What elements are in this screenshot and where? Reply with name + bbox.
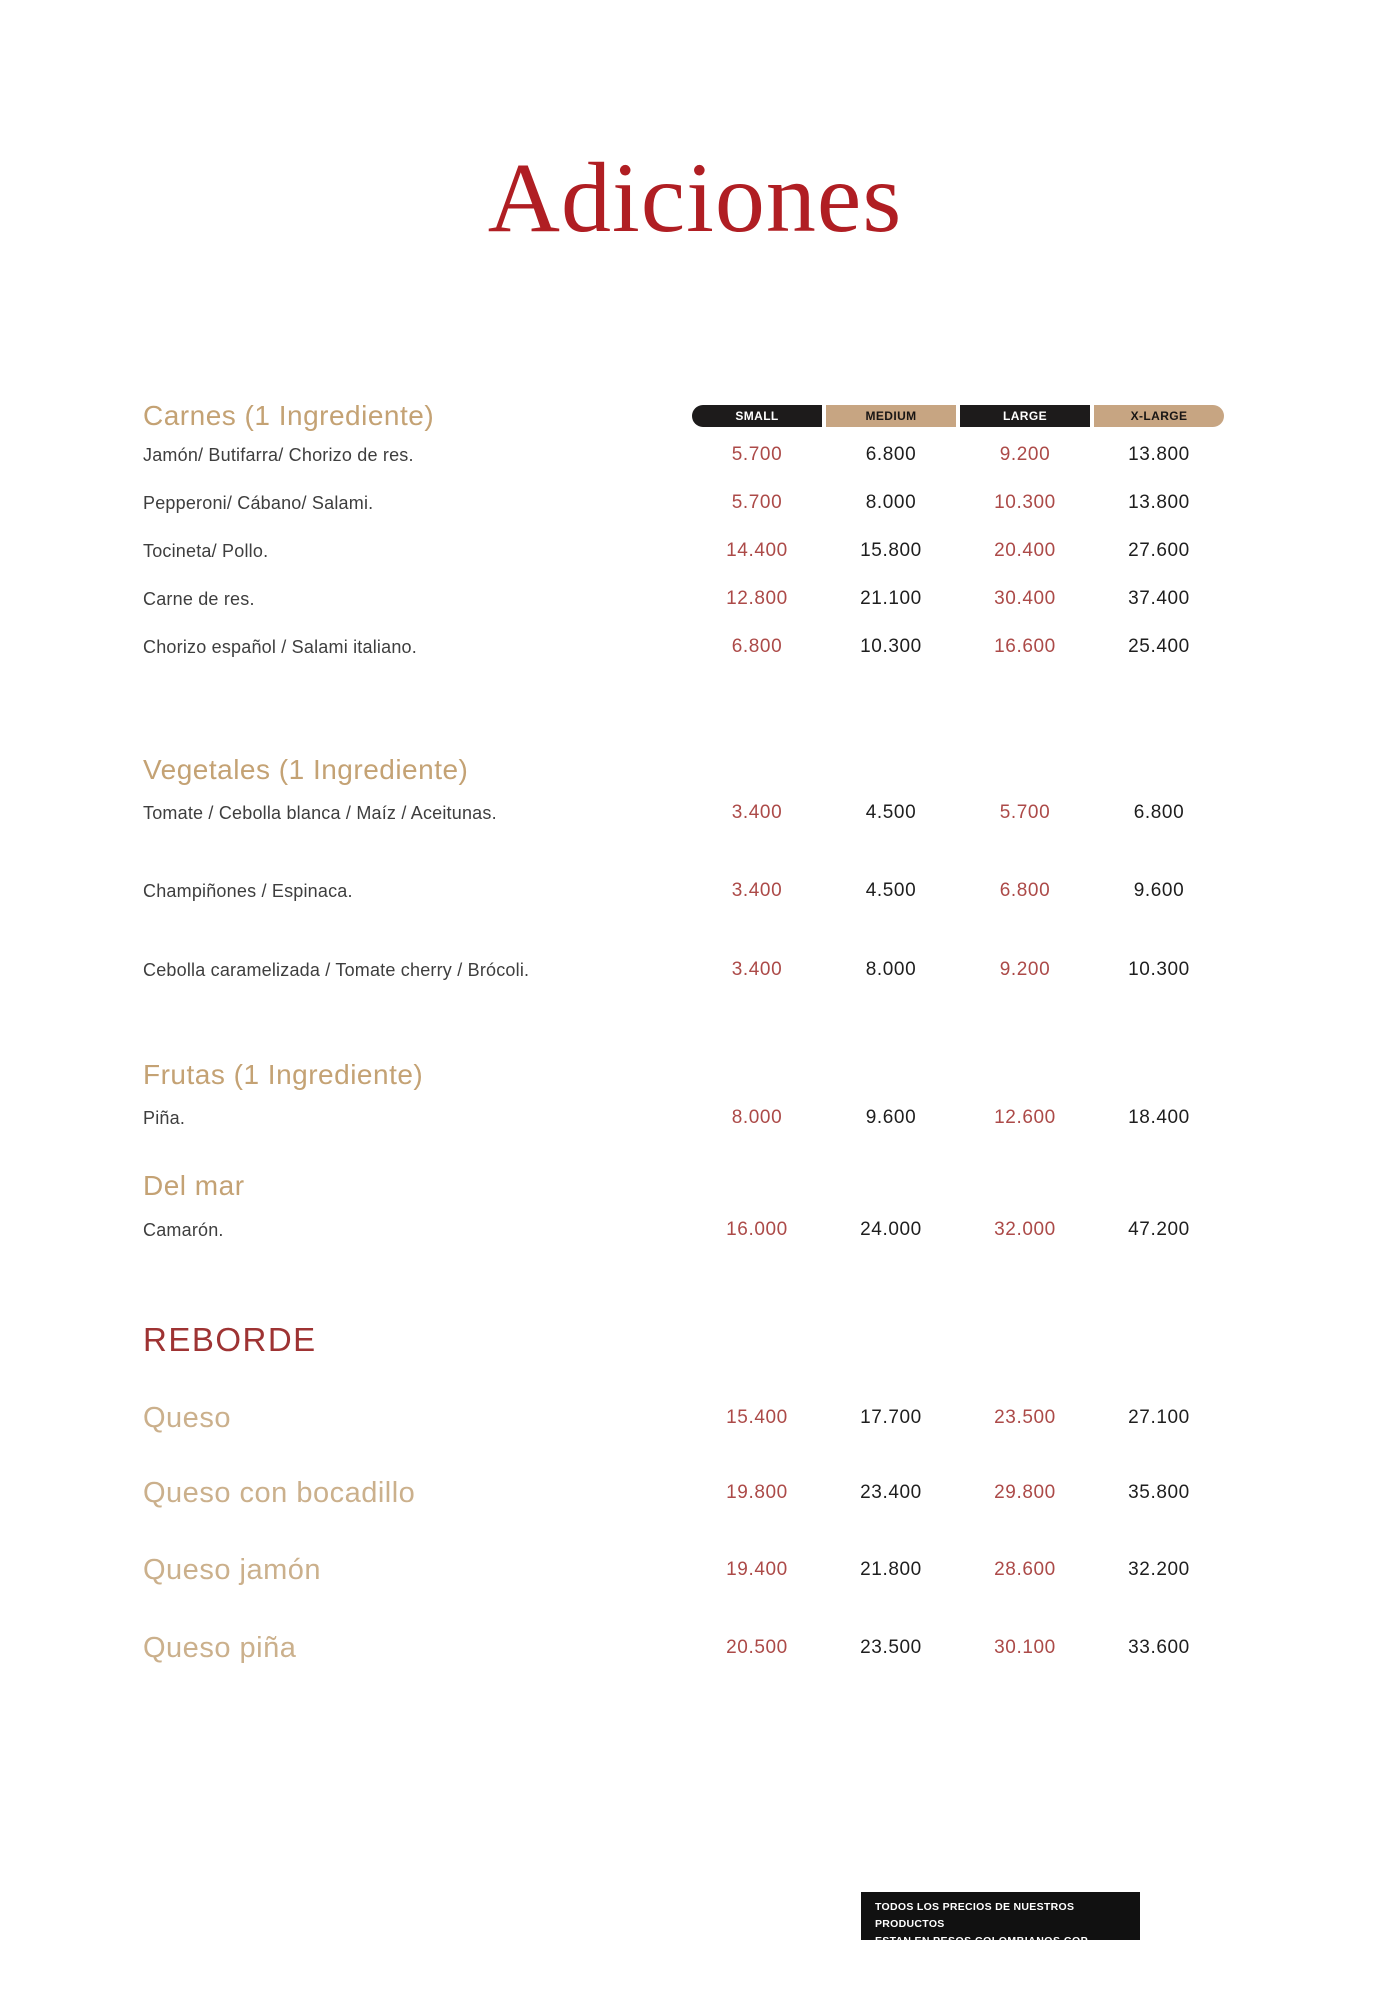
price-xlarge: 27.100 [1128, 1407, 1190, 1428]
price-large: 12.600 [994, 1107, 1056, 1128]
item-name: Camarón. [143, 1219, 224, 1240]
section-heading-reborde: REBORDE [143, 1321, 317, 1358]
price-xlarge: 13.800 [1128, 492, 1190, 513]
price-xlarge: 6.800 [1133, 802, 1185, 823]
price-medium: 4.500 [865, 880, 917, 901]
price-small: 3.400 [731, 802, 783, 823]
price-medium: 24.000 [860, 1219, 922, 1240]
price-large: 28.600 [994, 1559, 1056, 1580]
section-heading-vegetales: Vegetales (1 Ingrediente) [143, 754, 469, 785]
size-header-cell [690, 405, 824, 427]
price-xlarge: 13.800 [1128, 444, 1190, 465]
item-name: Queso piña [143, 1631, 297, 1664]
item-name: Chorizo español / Salami italiano. [143, 636, 417, 657]
price-small: 5.700 [731, 444, 783, 465]
section-heading-row [143, 1318, 1226, 1362]
price-large: 29.800 [994, 1482, 1056, 1503]
price-xlarge: 35.800 [1128, 1482, 1190, 1503]
price-small: 6.800 [731, 636, 783, 657]
currency-note-line1: TODOS LOS PRECIOS DE NUESTROS PRODUCTOS [875, 1901, 1075, 1930]
menu-item-row [143, 1396, 1226, 1440]
menu-item-row [143, 1548, 1226, 1592]
price-xlarge: 18.400 [1128, 1107, 1190, 1128]
price-small: 15.400 [726, 1407, 788, 1428]
price-medium: 23.500 [860, 1637, 922, 1658]
price-large: 30.400 [994, 588, 1056, 609]
price-medium: 9.600 [865, 1107, 917, 1128]
price-medium: 8.000 [865, 959, 917, 980]
menu-item-row [143, 1471, 1226, 1515]
menu-item-row [143, 1626, 1226, 1670]
price-xlarge: 25.400 [1128, 636, 1190, 657]
price-small: 14.400 [726, 540, 788, 561]
size-pill-medium: MEDIUM [826, 405, 956, 427]
item-name: Queso jamón [143, 1553, 321, 1586]
price-small: 3.400 [731, 959, 783, 980]
price-medium: 17.700 [860, 1407, 922, 1428]
menu-item-row [143, 795, 1226, 831]
item-name: Queso [143, 1401, 231, 1434]
item-name: Jamón/ Butifarra/ Chorizo de res. [143, 444, 414, 465]
price-large: 32.000 [994, 1219, 1056, 1240]
price-medium: 8.000 [865, 492, 917, 513]
price-medium: 23.400 [860, 1482, 922, 1503]
price-large: 23.500 [994, 1407, 1056, 1428]
price-large: 10.300 [994, 492, 1056, 513]
price-large: 6.800 [999, 880, 1051, 901]
price-xlarge: 27.600 [1128, 540, 1190, 561]
price-small: 8.000 [731, 1107, 783, 1128]
price-large: 30.100 [994, 1637, 1056, 1658]
price-medium: 21.800 [860, 1559, 922, 1580]
currency-note-line2 [875, 1933, 1128, 1950]
price-small: 12.800 [726, 588, 788, 609]
price-medium: 21.100 [860, 588, 922, 609]
price-large: 20.400 [994, 540, 1056, 561]
section-heading-row [143, 1055, 1226, 1095]
section-heading-frutas: Frutas (1 Ingrediente) [143, 1059, 424, 1090]
menu-item-row [143, 581, 1226, 617]
price-large: 9.200 [999, 959, 1051, 980]
menu-item-row [143, 952, 1226, 988]
price-medium: 6.800 [865, 444, 917, 465]
size-pill-large: LARGE [960, 405, 1090, 427]
price-small: 19.800 [726, 1482, 788, 1503]
size-header-row [143, 398, 1226, 434]
item-name: Pepperoni/ Cábano/ Salami. [143, 492, 374, 513]
price-xlarge: 32.200 [1128, 1559, 1190, 1580]
price-small: 20.500 [726, 1637, 788, 1658]
menu-item-row [143, 533, 1226, 569]
price-large: 16.600 [994, 636, 1056, 657]
size-header-cell [1092, 405, 1226, 427]
price-xlarge: 47.200 [1128, 1219, 1190, 1240]
page-title: Adiciones [487, 142, 903, 253]
price-medium: 4.500 [865, 802, 917, 823]
currency-note-line2-bold: PESOS COLOMBIANOS COP. [932, 1935, 1091, 1947]
price-small: 5.700 [731, 492, 783, 513]
menu-item-row [143, 1100, 1226, 1136]
price-large: 9.200 [999, 444, 1051, 465]
price-small: 3.400 [731, 880, 783, 901]
price-medium: 15.800 [860, 540, 922, 561]
item-name: Carne de res. [143, 588, 255, 609]
price-medium: 10.300 [860, 636, 922, 657]
size-pill-xlarge: X-LARGE [1094, 405, 1224, 427]
price-xlarge: 9.600 [1133, 880, 1185, 901]
size-header-cell [824, 405, 958, 427]
price-small: 19.400 [726, 1559, 788, 1580]
menu-item-row [143, 485, 1226, 521]
price-xlarge: 37.400 [1128, 588, 1190, 609]
currency-note-line2-prefix: ESTAN EN [875, 1935, 933, 1947]
item-name: Piña. [143, 1107, 186, 1128]
section-heading-carnes: Carnes (1 Ingrediente) [143, 400, 435, 431]
price-xlarge: 10.300 [1128, 959, 1190, 980]
menu-item-row [143, 629, 1226, 665]
section-heading-row [143, 1166, 1226, 1206]
item-name: Tomate / Cebolla blanca / Maíz / Aceitunas. [143, 802, 497, 823]
price-xlarge: 33.600 [1128, 1637, 1190, 1658]
price-large: 5.700 [999, 802, 1051, 823]
price-small: 16.000 [726, 1219, 788, 1240]
item-name: Champiñones / Espinaca. [143, 880, 353, 901]
item-name: Cebolla caramelizada / Tomate cherry / Brócoli. [143, 959, 530, 980]
menu-item-row [143, 873, 1226, 909]
currency-note [861, 1892, 1140, 1947]
section-heading-row [143, 750, 1226, 790]
size-header-cell [958, 405, 1092, 427]
item-name: Queso con bocadillo [143, 1476, 416, 1509]
menu-item-row [143, 1212, 1226, 1248]
item-name: Tocineta/ Pollo. [143, 540, 269, 561]
menu-item-row [143, 437, 1226, 473]
size-pill-small: SMALL [692, 405, 822, 427]
section-heading-del-mar: Del mar [143, 1170, 245, 1201]
